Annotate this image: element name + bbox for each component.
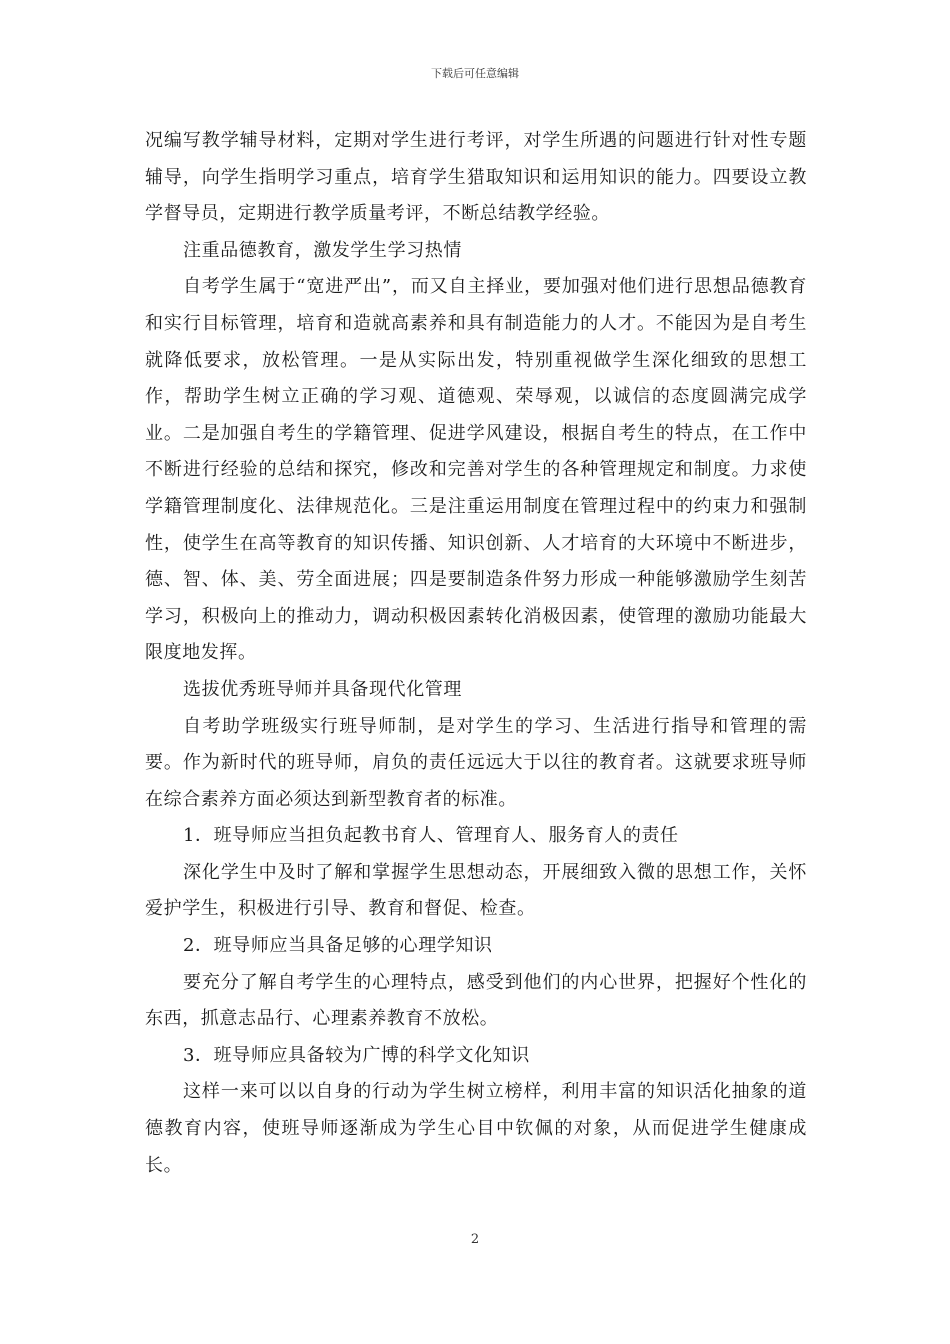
page-header: 下载后可任意编辑 xyxy=(431,67,519,80)
section-heading: 选拔优秀班导师并具备现代化管理 xyxy=(183,678,462,700)
document-body xyxy=(145,123,807,1184)
numbered-heading: 3．班导师应具备较为广博的科学文化知识 xyxy=(183,1044,530,1066)
body-paragraph: 深化学生中及时了解和掌握学生思想动态，开展细致入微的思想工作，关怀爱护学生，积极进行引导、教育和督促、检查。 xyxy=(145,861,807,920)
body-paragraph: 自考助学班级实行班导师制，是对学生的学习、生活进行指导和管理的需要。作为新时代的班导师，肩负的责任远远大于以往的教育者。这就要求班导师在综合素养方面必须达到新型教育者的标准。 xyxy=(145,715,807,810)
section-heading: 注重品德教育，激发学生学习热情 xyxy=(183,239,462,261)
numbered-heading: 2．班导师应当具备足够的心理学知识 xyxy=(183,935,493,957)
body-paragraph: 况编写教学辅导材料，定期对学生进行考评，对学生所遇的问题进行针对性专题辅导，向学生指明学习重点，培育学生猎取知识和运用知识的能力。四要设立教学督导员，定期进行教学质量考评，不断总结教学经验。 xyxy=(145,130,807,225)
body-paragraph: 自考学生属于“宽进严出”，而又自主择业，要加强对他们进行思想品德教育和实行目标管理，培育和造就高素养和具有制造能力的人才。不能因为是自考生就降低要求，放松管理。一是从实际出发，特别重视做学生深化细致的思想工作，帮助学生树立正确的学习观、道德观、荣辱观，以诚信的态度圆满完成学业。二是加强自考生的学籍管理、促进学风建设，根据自考生的特点，在工作中不断进行经验的总结和探究，修改和完善对学生的各种管理规定和制度。力求使学籍管理制度化、法律规范化。三是注重运用制度在管理过程中的约束力和强制性，使学生在高等教育的知识传播、知识创新、人才培育的大环境中不断进步，德、智、体、美、劳全面进展；四是要制造条件努力形成一种能够激励学生刻苦学习，积极向上的推动力，调动积极因素转化消极因素，使管理的激励功能最大限度地发挥。 xyxy=(145,276,807,664)
page-number: 2 xyxy=(470,1232,480,1247)
body-paragraph: 要充分了解自考学生的心理特点，感受到他们的内心世界，把握好个性化的东西，抓意志品行、心理素养教育不放松。 xyxy=(145,971,807,1030)
body-paragraph: 这样一来可以以自身的行动为学生树立榜样，利用丰富的知识活化抽象的道德教育内容，使班导师逐渐成为学生心目中钦佩的对象，从而促进学生健康成长。 xyxy=(145,1081,807,1176)
numbered-heading: 1．班导师应当担负起教书育人、管理育人、服务育人的责任 xyxy=(183,825,679,847)
